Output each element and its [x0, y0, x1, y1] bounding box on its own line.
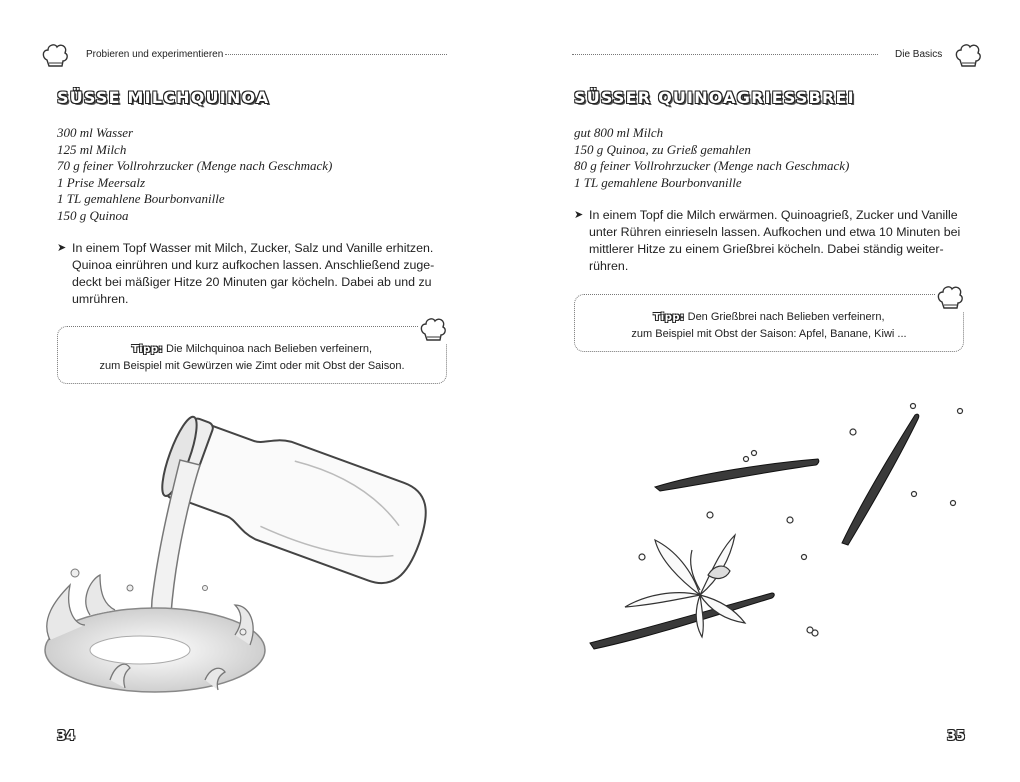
- tip-text: zum Beispiel mit Obst der Saison: Apfel, Banane, Kiwi ...: [631, 328, 907, 340]
- tip-text: Den Grießbrei nach Belieben verfeinern,: [687, 311, 885, 323]
- tip-box: [57, 326, 447, 384]
- instruction-line: mittlerer Hitze zu einem Grießbrei köcheln. Dabei ständig weiter-: [589, 242, 944, 256]
- tip-label: Tipp:: [131, 344, 163, 355]
- ingredient-item: 80 g feiner Vollrohrzucker (Menge nach Geschmack): [574, 158, 850, 174]
- dotted-rule: [225, 54, 447, 55]
- milk-bottle-illustration: [30, 410, 450, 710]
- instruction-line: deckt bei mäßiger Hitze 20 Minuten gar köcheln. Dabei ab und zu: [72, 275, 432, 289]
- ingredient-item: 300 ml Wasser: [57, 125, 134, 140]
- ingredient-item: 1 TL gemahlene Bourbonvanille: [57, 191, 225, 207]
- chef-hat-icon: [953, 40, 983, 70]
- chef-hat-icon: [40, 40, 70, 70]
- page-number: 35: [947, 729, 966, 744]
- ingredient-item: 1 Prise Meersalz: [57, 174, 146, 190]
- ingredient-item: 70 g feiner Vollrohrzucker (Menge nach Geschmack): [57, 158, 333, 174]
- ingredient-item: gut 800 ml Milch: [574, 125, 664, 140]
- chef-hat-icon: [935, 282, 965, 312]
- ingredient-list: [574, 125, 849, 191]
- running-head: Die Basics: [895, 49, 943, 60]
- instruction-line: Quinoa einrühren und kurz aufkochen lassen. Anschließend zuge-: [72, 258, 435, 272]
- page-number: 34: [57, 729, 76, 744]
- instruction-line: unter Rühren einrieseln lassen. Aufkochen und etwa 10 Minuten bei: [589, 225, 961, 239]
- ingredient-list: [57, 125, 332, 225]
- recipe-title: SÜSSER QUINOAGRIESSBREI: [574, 88, 855, 107]
- ingredient-item: 150 g Quinoa: [57, 207, 129, 223]
- running-head: Probieren und experimentieren: [86, 49, 224, 60]
- tip-label: Tipp:: [653, 312, 685, 323]
- instruction-line: rühren.: [589, 259, 629, 273]
- arrow-icon: ➤: [574, 209, 584, 221]
- ingredient-item: 150 g Quinoa, zu Grieß gemahlen: [574, 141, 751, 157]
- chef-hat-icon: [418, 314, 448, 344]
- tip-text: Die Milchquinoa nach Belieben verfeinern,: [166, 343, 373, 355]
- ingredient-item: 125 ml Milch: [57, 141, 127, 157]
- right-page: [510, 0, 1020, 782]
- tip-text: zum Beispiel mit Gewürzen wie Zimt oder mit Obst der Saison.: [99, 360, 405, 372]
- tip-box: [574, 294, 964, 352]
- instructions: [57, 240, 472, 308]
- recipe-title: SÜSSE MILCHQUINOA: [57, 88, 270, 107]
- ingredient-item: 1 TL gemahlene Bourbonvanille: [574, 174, 742, 190]
- vanilla-illustration: [580, 395, 980, 665]
- instruction-line: In einem Topf Wasser mit Milch, Zucker, Salz und Vanille erhitzen.: [72, 241, 434, 255]
- instruction-line: umrühren.: [72, 292, 129, 306]
- dotted-rule: [572, 54, 878, 55]
- instructions: [574, 207, 989, 275]
- instruction-line: In einem Topf die Milch erwärmen. Quinoagrieß, Zucker und Vanille: [589, 208, 958, 222]
- arrow-icon: ➤: [57, 242, 67, 254]
